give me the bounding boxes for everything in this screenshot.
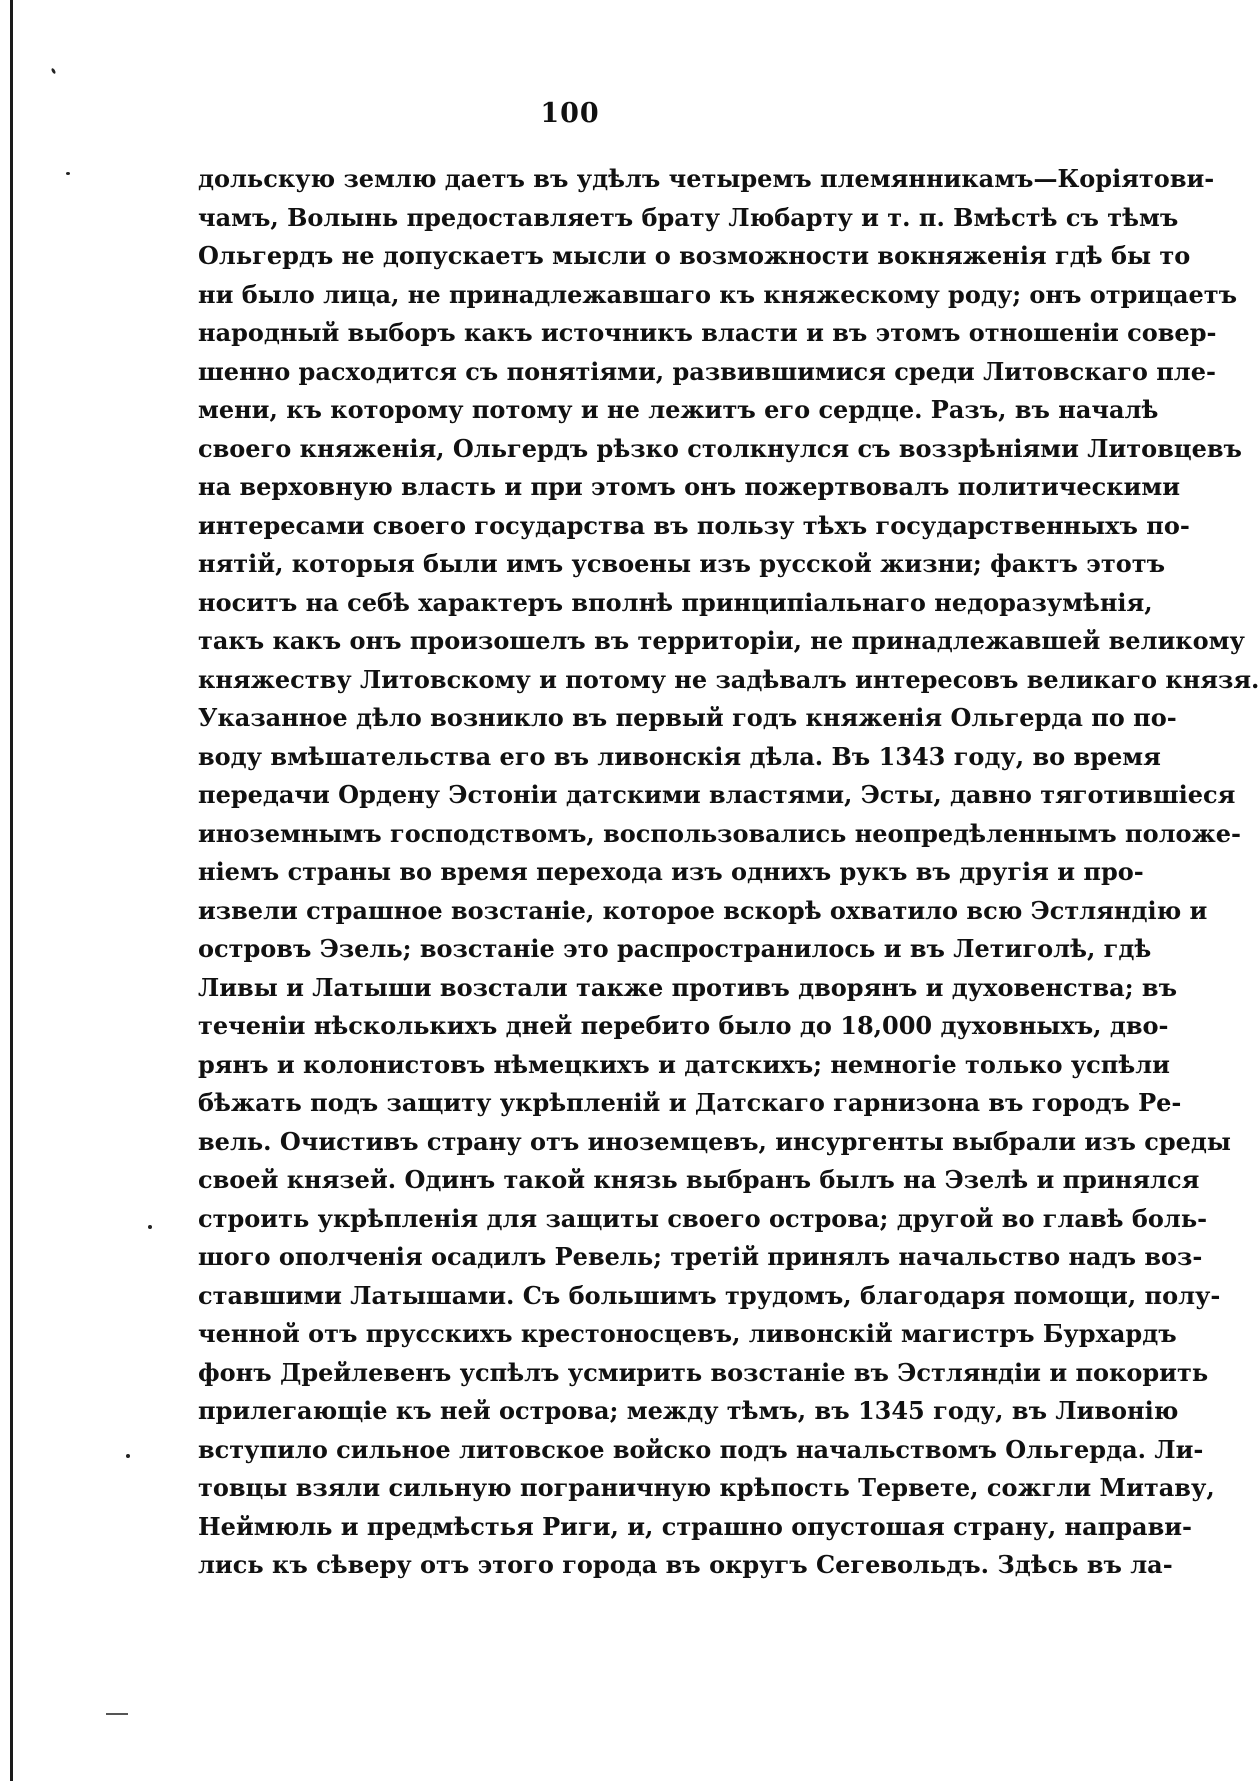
text-line: чамъ, Волынь предоставляетъ брату Любарту и т. п. Вмѣстѣ съ тѣмъ bbox=[198, 202, 1179, 232]
text-line: вель. Очистивъ страну отъ иноземцевъ, инсургенты выбрали изъ среды bbox=[198, 1126, 1231, 1156]
text-line: теченіи нѣсколькихъ дней перебито было до 18,000 духовныхъ, дво- bbox=[198, 1011, 1169, 1040]
text-line: народный выборъ какъ источникъ власти и въ этомъ отношеніи совер- bbox=[198, 318, 1217, 347]
text-line: рянъ и колонистовъ нѣмецкихъ и датскихъ; немногіе только успѣли bbox=[198, 1049, 1170, 1079]
text-line: передачи Ордену Эстоніи датскими властями, Эсты, давно тяготившіеся bbox=[198, 780, 1236, 809]
text-line: вступило сильное литовское войско подъ начальствомъ Ольгерда. Ли- bbox=[198, 1434, 1204, 1464]
text-line: иноземнымъ господствомъ, воспользовались неопредѣленнымъ положе- bbox=[198, 818, 1241, 848]
text-line: лись къ сѣверу отъ этого города въ округъ Сегевольдъ. Здѣсь въ ла- bbox=[198, 1550, 1173, 1579]
text-line: Ольгердъ не допускаетъ мысли о возможности вокняженія гдѣ бы то bbox=[198, 241, 1191, 270]
text-line: товцы взяли сильную пограничную крѣпость Тервете, сожгли Митаву, bbox=[198, 1473, 1215, 1502]
text-line: ни было лица, не принадлежавшаго къ княжескому роду; онъ отрицаетъ bbox=[198, 279, 1238, 309]
text-line: на верховную власть и при этомъ онъ пожертвовалъ политическими bbox=[198, 472, 1180, 501]
scan-edge-shadow bbox=[10, 0, 13, 1781]
text-line: ставшими Латышами. Съ большимъ трудомъ, благодаря помощи, полу- bbox=[198, 1280, 1221, 1310]
text-line: носитъ на себѣ характеръ вполнѣ принципіальнаго недоразумѣнія, bbox=[198, 587, 1153, 617]
text-line: нятій, которыя были имъ усвоены изъ русской жизни; фактъ этотъ bbox=[198, 549, 1166, 578]
text-line: шенно расходится съ понятіями, развившимися среди Литовскаго пле- bbox=[198, 356, 1216, 386]
scan-speck bbox=[148, 1225, 152, 1229]
text-line: строить укрѣпленія для защиты своего острова; другой во главѣ боль- bbox=[198, 1203, 1208, 1233]
scan-speck bbox=[126, 1454, 130, 1458]
text-line: фонъ Дрейлевенъ успѣлъ усмирить возстаніе въ Эстляндіи и покорить bbox=[198, 1357, 1209, 1387]
text-line: мени, къ которому потому и не лежитъ его сердце. Разъ, въ началѣ bbox=[198, 395, 1159, 424]
scan-speck bbox=[66, 172, 70, 175]
text-line: Ливы и Латыши возстали также противъ дворянъ и духовенства; въ bbox=[198, 972, 1177, 1002]
scan-dash-mark bbox=[106, 1713, 128, 1715]
text-line: бѣжать подъ защиту укрѣпленій и Датскаго гарнизона въ городъ Ре- bbox=[198, 1088, 1182, 1117]
text-line: своей князей. Одинъ такой князь выбранъ былъ на Эзелѣ и принялся bbox=[198, 1165, 1200, 1194]
text-line: такъ какъ онъ произошелъ въ территоріи, не принадлежавшей великому bbox=[198, 626, 1245, 655]
text-line: ченной отъ прусскихъ крестоносцевъ, ливонскій магистръ Бурхардъ bbox=[198, 1319, 1177, 1348]
text-line: своего княженія, Ольгердъ рѣзко столкнулся съ воззрѣніями Литовцевъ bbox=[198, 433, 1242, 463]
text-line: интересами своего государства въ пользу тѣхъ государственныхъ по- bbox=[198, 510, 1190, 540]
text-line: княжеству Литовскому и потому не задѣвалъ интересовъ великаго князя. bbox=[198, 664, 1259, 694]
body-text bbox=[198, 160, 1259, 1585]
text-line: Неймюль и предмѣстья Риги, и, страшно опустошая страну, направи- bbox=[198, 1511, 1193, 1541]
text-line: извели страшное возстаніе, которое вскорѣ охватило всю Эстляндію и bbox=[198, 895, 1208, 925]
text-line: прилегающіе къ ней острова; между тѣмъ, въ 1345 году, въ Ливонію bbox=[198, 1396, 1179, 1425]
page-number: 100 bbox=[540, 98, 600, 129]
text-line: шого ополченія осадилъ Ревель; третій принялъ начальство надъ воз- bbox=[198, 1242, 1203, 1271]
text-line: дольскую землю даетъ въ удѣлъ четыремъ племянникамъ—Коріятови- bbox=[198, 164, 1215, 193]
text-line: воду вмѣшательства его въ ливонскія дѣла. Въ 1343 году, во время bbox=[198, 741, 1161, 771]
text-line: ніемъ страны во время перехода изъ однихъ рукъ въ другія и про- bbox=[198, 857, 1144, 886]
scan-speck bbox=[51, 68, 57, 75]
text-line: островъ Эзель; возстаніе это распространилось и въ Летиголѣ, гдѣ bbox=[198, 934, 1152, 963]
text-line: Указанное дѣло возникло въ первый годъ княженія Ольгерда по по- bbox=[198, 703, 1177, 732]
